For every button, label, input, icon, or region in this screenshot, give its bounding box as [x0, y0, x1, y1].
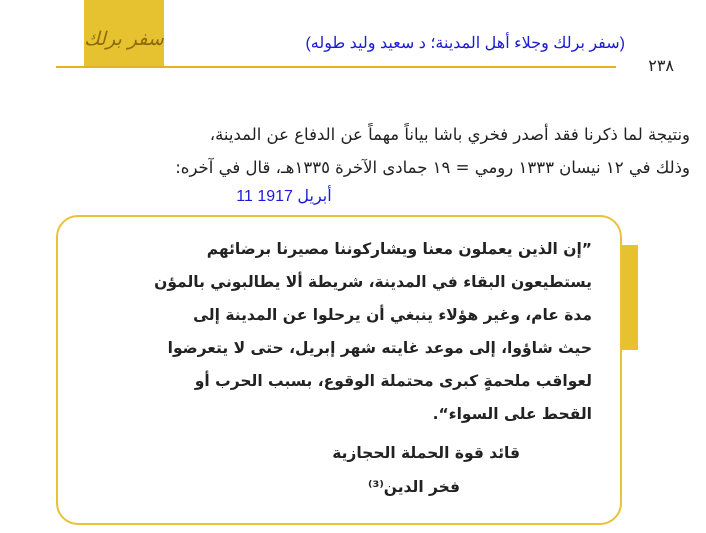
paragraph-line: ونتيجة لما ذكرنا فقد أصدر فخري باشا بياناً مهماً عن الدفاع عن المدينة،: [209, 125, 690, 144]
quote-line: القحط على السواء“.: [432, 405, 592, 423]
date-annotation: 11 أبريل 1917: [236, 188, 332, 205]
signature-name: فخر الدين⁽³⁾: [368, 478, 460, 496]
page-number: ٢٣٨: [648, 56, 674, 75]
quote-side-tab: [620, 245, 638, 350]
logo-text: سفر برلك: [84, 28, 164, 50]
quote-line: حيث شاؤوا، إلى موعد غايته شهر إبريل، حتى لا يتعرضوا: [167, 339, 592, 357]
book-title-note: (سفر برلك وجلاء أهل المدينة؛ د سعيد وليد طوله): [305, 35, 625, 52]
quote-line: مدة عام، وغير هؤلاء ينبغي أن يرحلوا عن المدينة إلى: [193, 306, 592, 324]
header-rule: [56, 66, 616, 68]
quote-line: يستطيعون البقاء في المدينة، شريطة ألا يطالبوني بالمؤن: [154, 273, 592, 291]
quote-line: لعواقب ملحمةٍ كبرى محتملة الوقوع، بسبب الحرب أو: [194, 372, 592, 390]
signature-title: قائد قوة الحملة الحجازية: [332, 444, 520, 462]
paragraph-line: وذلك في ١٢ نيسان ١٣٣٣ رومي = ١٩ جمادى الآخرة ١٣٣٥هـ، قال في آخره:: [175, 158, 690, 177]
book-logo: [84, 0, 164, 66]
quote-line: ”إن الذين يعملون معنا ويشاركوننا مصيرنا برضائهم: [206, 240, 592, 258]
